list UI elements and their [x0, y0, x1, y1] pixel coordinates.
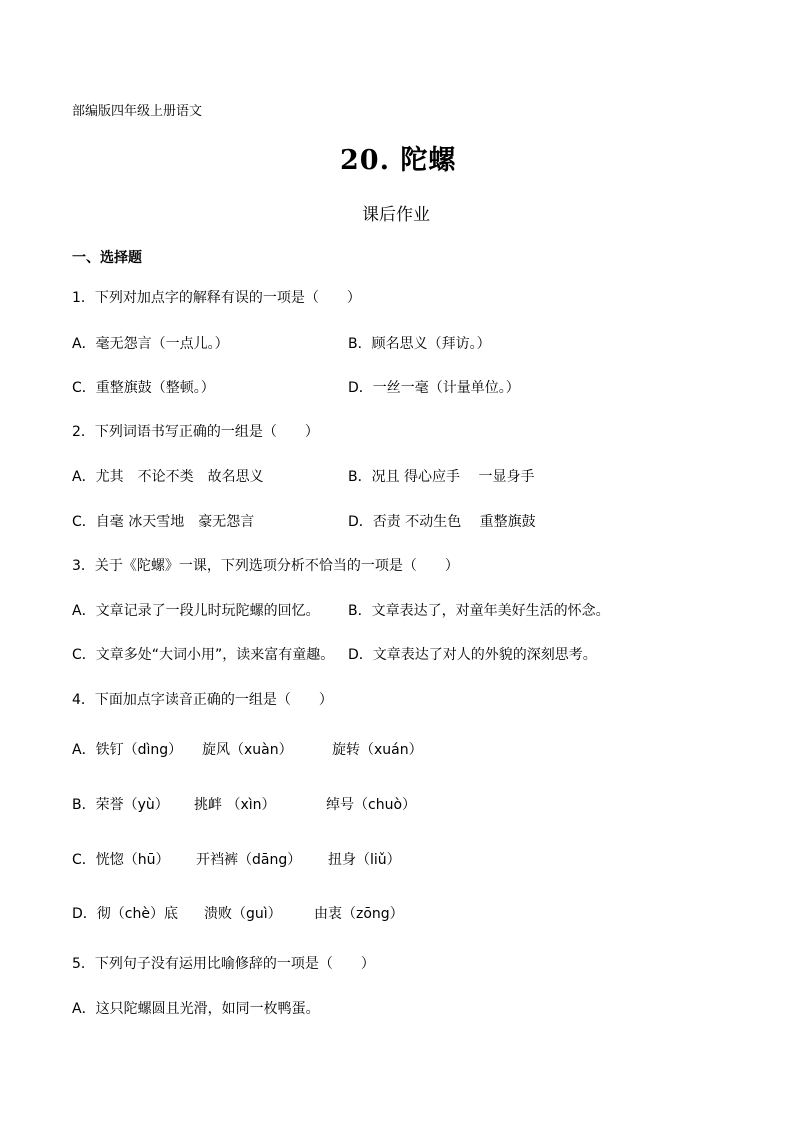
question-2-option-d: D．否责 不动生色 重整旗鼓: [348, 514, 536, 530]
question-4-option-d-word-2: 溃败（guì）: [204, 906, 282, 922]
question-1-option-b: B．顾名思义（拜访。）: [348, 336, 491, 352]
question-4-option-b-word-1: B．荣誉（yù）: [72, 797, 169, 813]
question-3-stem: 3．关于《陀螺》一课，下列选项分析不恰当的一项是（ ）: [72, 558, 459, 574]
question-5-option-a: A．这只陀螺圆且光滑，如同一枚鸭蛋。: [72, 1001, 320, 1017]
question-1-option-c: C．重整旗鼓（整顿。）: [72, 380, 215, 396]
question-3-option-a: A．文章记录了一段儿时玩陀螺的回忆。: [72, 603, 320, 619]
question-4-option-c-word-1: C．恍惚（hū）: [72, 852, 170, 868]
question-1-option-a: A．毫无怨言（一点儿。）: [72, 336, 229, 352]
question-4-option-b-word-2: 挑衅 （xìn）: [194, 797, 276, 813]
question-4-option-a-word-3: 旋转（xuán）: [332, 742, 423, 758]
question-2-stem: 2．下列词语书写正确的一组是（ ）: [72, 424, 319, 440]
question-4-option-c-word-2: 开裆裤（dāng）: [196, 852, 302, 868]
header-label: 部编版四年级上册语文: [72, 104, 203, 119]
question-4-option-d-word-3: 由衷（zōng）: [314, 906, 404, 922]
page-subtitle: 课后作业: [362, 205, 430, 225]
section-heading: 一、选择题: [72, 250, 142, 266]
question-2-option-c: C．自毫 冰天雪地 豪无怨言: [72, 514, 255, 530]
question-1-option-d: D．一丝一毫（计量单位。）: [348, 380, 520, 396]
question-2-option-a: A．尤其 不论不类 故名思义: [72, 469, 264, 485]
question-3-option-c: C．文章多处“大词小用”，读来富有童趣。: [72, 647, 335, 663]
page-title: 20. 陀螺: [340, 145, 457, 176]
question-2-option-b: B．况且 得心应手 一显身手: [348, 469, 535, 485]
question-4-stem: 4．下面加点字读音正确的一组是（ ）: [72, 692, 333, 708]
question-4-option-d-word-1: D．彻（chè）底: [72, 906, 178, 922]
question-4-option-a-word-2: 旋风（xuàn）: [202, 742, 293, 758]
question-4-option-a-word-1: A．铁钉（dìng）: [72, 742, 183, 758]
question-4-option-b-word-3: 绰号（chuò）: [326, 797, 417, 813]
question-1-stem: 1．下列对加点字的解释有误的一项是（ ）: [72, 290, 361, 306]
question-4-option-c-word-3: 扭身（liǔ）: [328, 852, 401, 868]
question-5-stem: 5．下列句子没有运用比喻修辞的一项是（ ）: [72, 956, 375, 972]
question-3-option-d: D．文章表达了对人的外貌的深刻思考。: [348, 647, 597, 663]
question-3-option-b: B．文章表达了，对童年美好生活的怀念。: [348, 603, 610, 619]
